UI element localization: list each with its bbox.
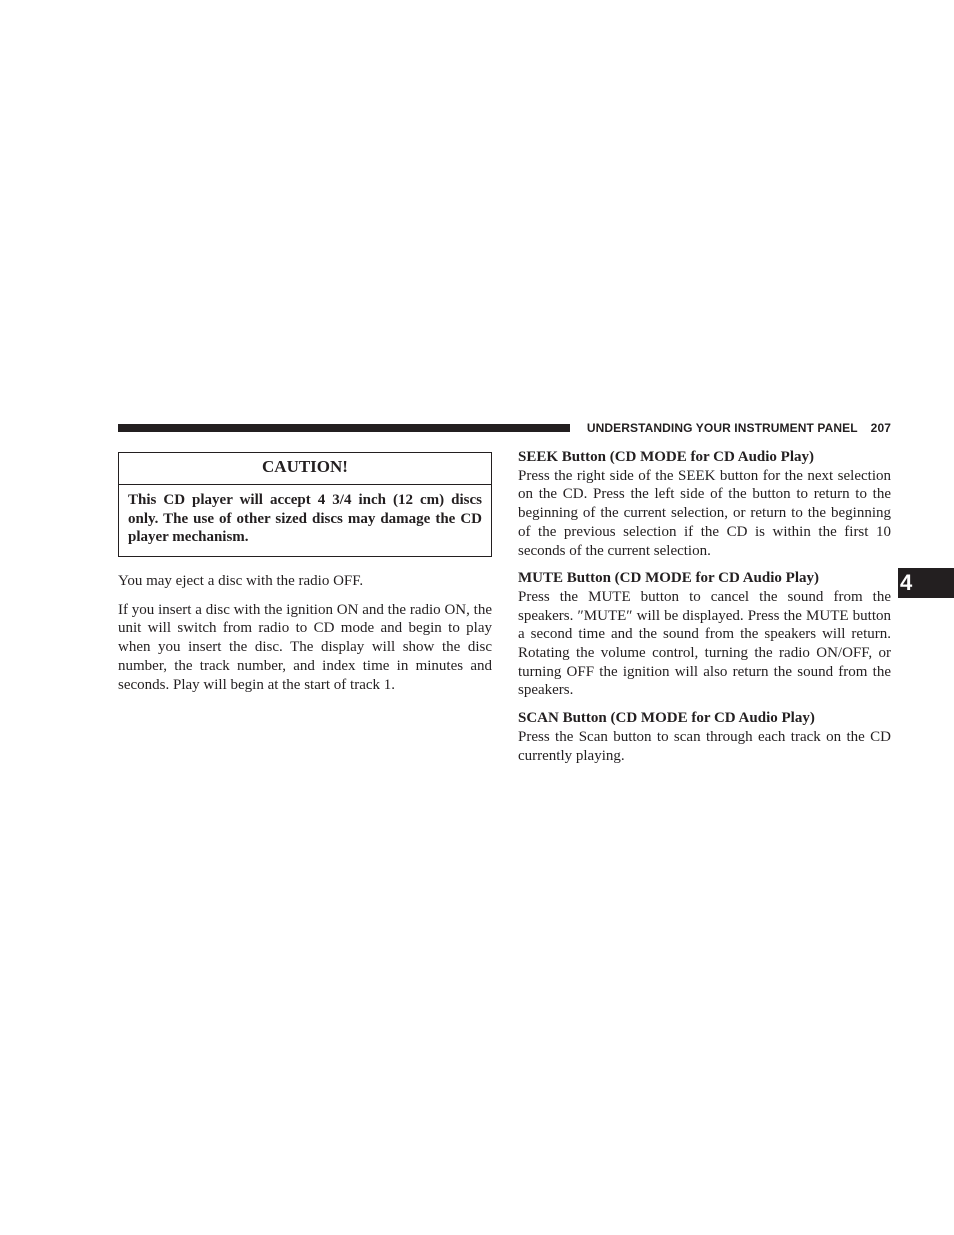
heading-seek: SEEK Button (CD MODE for CD Audio Play) [518,449,815,465]
section-title: UNDERSTANDING YOUR INSTRUMENT PANEL [586,421,858,435]
chapter-tab: 4 [898,568,954,598]
section-seek [518,448,891,560]
header-rule [118,424,570,432]
running-header [579,419,891,437]
body-scan: Press the Scan button to scan through each track on the CD currently playing. [518,728,891,764]
caution-title: CAUTION! [119,453,491,485]
right-column [518,448,891,765]
body-mute: Press the MUTE button to cancel the sound from the speakers. ″MUTE″ will be displayed. Press the MUTE button a second time and the sound from the speakers will return. Rotating the volume control, turning the radio ON/OFF, or turning OFF the ignition will also return the sound from the speakers. [518,588,891,699]
page-number: 207 [870,421,891,435]
caution-box [118,452,492,557]
caution-body: This CD player will accept 4 3/4 inch (12 cm) discs only. The use of other sized discs may damage the CD player mechanism. [128,492,482,545]
left-column [118,572,492,694]
body-seek: Press the right side of the SEEK button for the next selection on the CD. Press the left side of the button to return to the beginning of the current selection, or return to the beginning of the previous selection if the CD is within the first 10 seconds of the current selection. [518,467,891,559]
heading-scan: SCAN Button (CD MODE for CD Audio Play) [518,710,815,727]
heading-mute: MUTE Button (CD MODE for CD Audio Play) [518,570,819,587]
section-mute [518,569,891,700]
paragraph-eject: You may eject a disc with the radio OFF. [118,573,364,589]
paragraph-insert-disc: If you insert a disc with the ignition ON and the radio ON, the unit will switch from radio to CD mode and begin to play when you insert the disc. The display will show the disc number, the track number, and index time in minutes and seconds. Play will begin at the start of track 1. [118,601,492,693]
section-scan [518,709,891,765]
